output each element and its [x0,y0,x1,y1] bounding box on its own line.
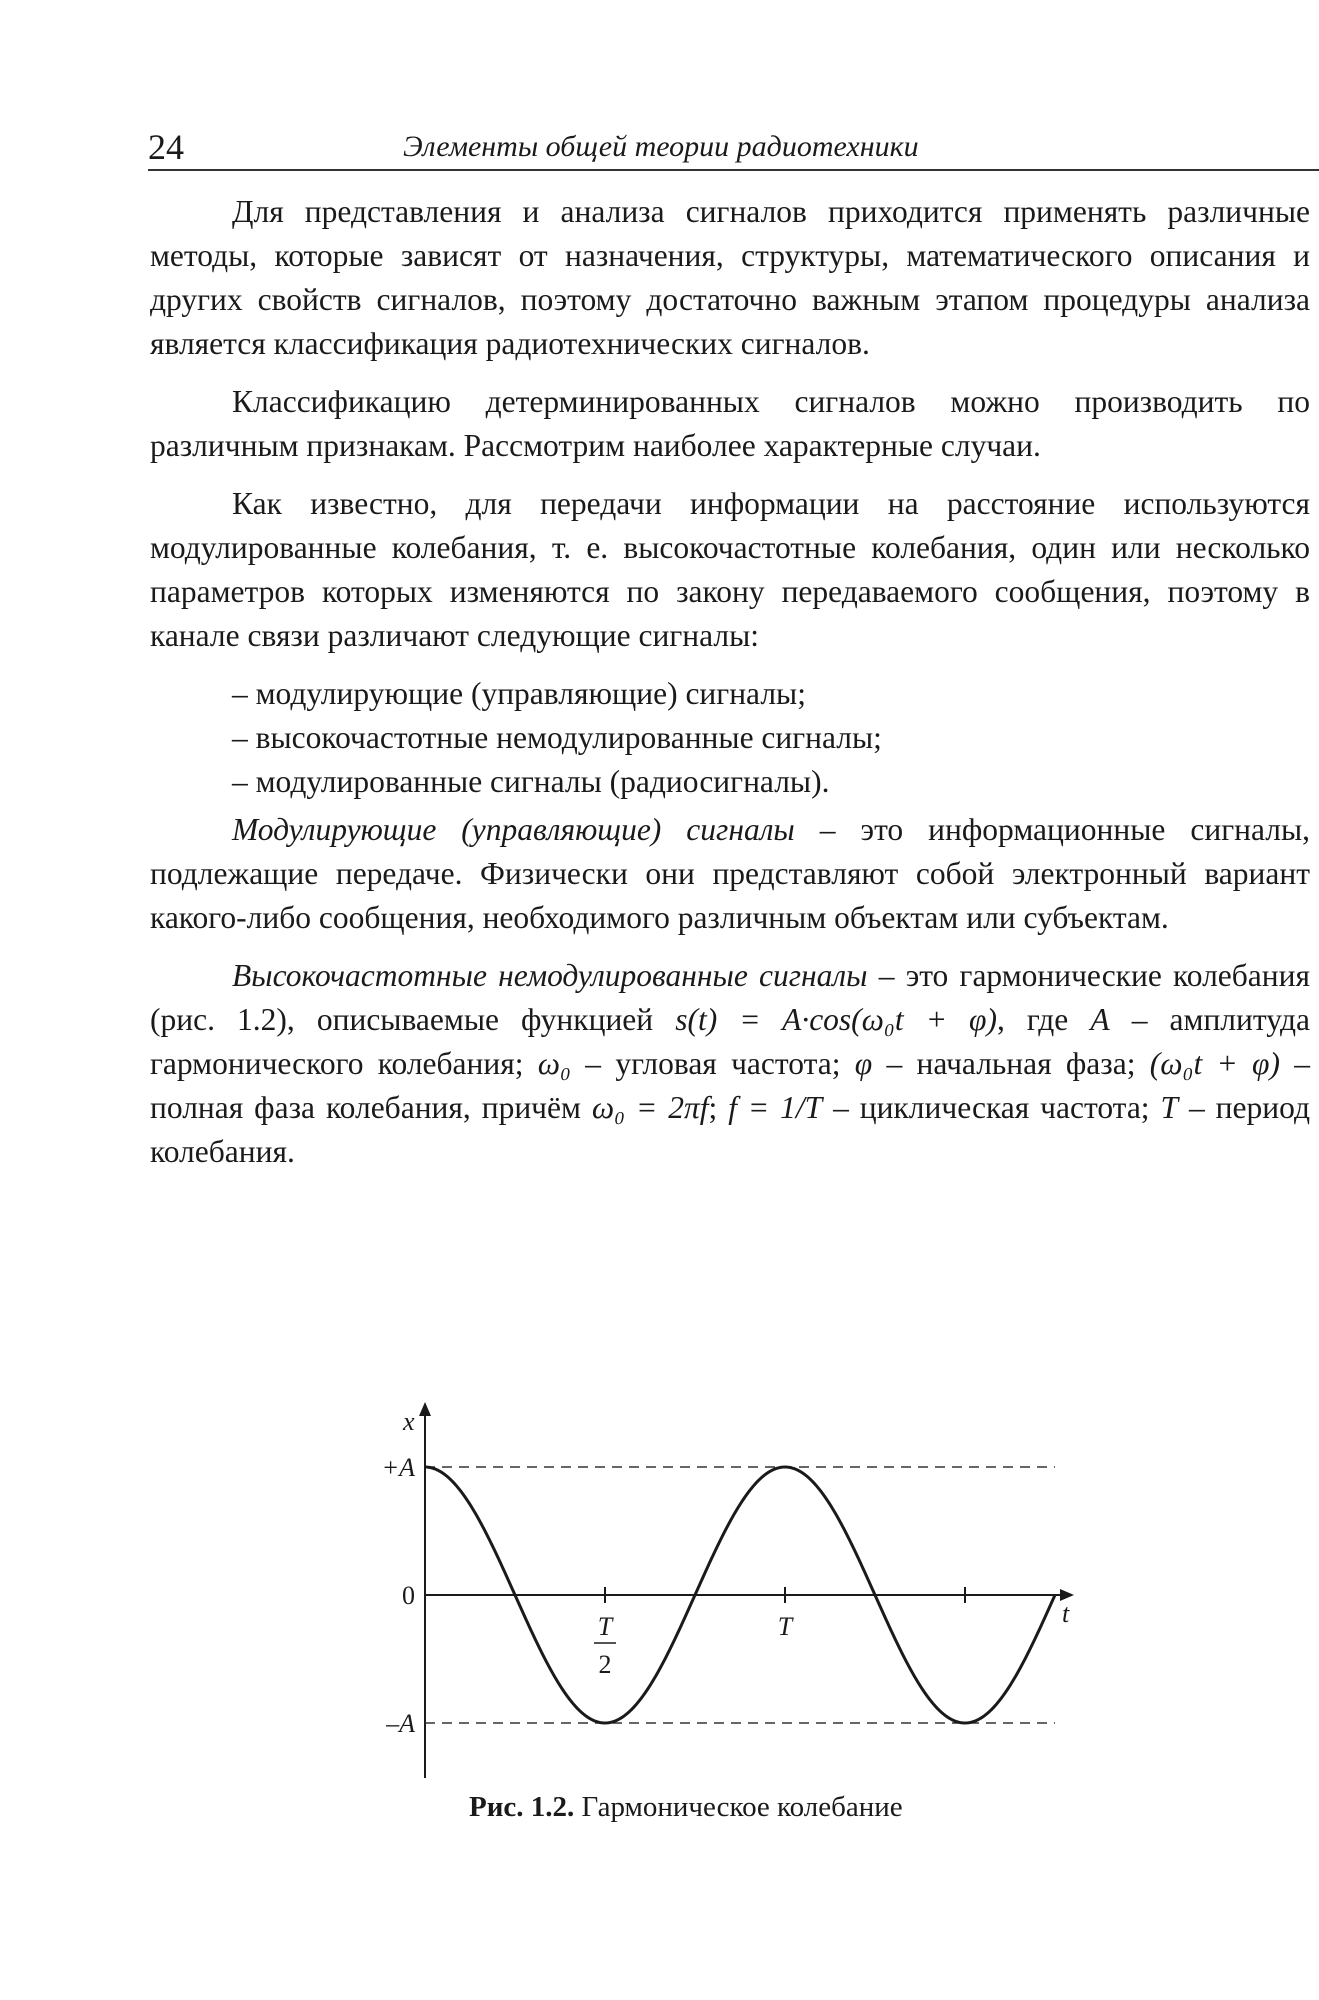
paragraph-2: Классификацию детерминированных сигналов можно производить по различным признакам. Рассмотрим наиболее характерные случаи. [150,384,1310,463]
y-tick-label: –A [386,1709,415,1738]
y-tick-label: +A [381,1453,415,1482]
page-header [148,126,1319,168]
x-tick-label: T [777,1612,793,1641]
formula-full-phase: (ω₀t + φ) [1149,1046,1280,1081]
paragraph-4-text: – это информационные сигналы, подлежащие передаче. Физически они представляют собой электронный вариант какого-либо сообщения, необходимого различным объектам или субъектам. [150,812,1310,935]
list-item: – модулирующие (управляющие) сигналы; [232,676,806,711]
harmonic-chart [340,1400,1080,1765]
symbol-period: T [1160,1090,1179,1125]
text-segment: – полная фаза колебания, причём [150,1046,1310,1125]
y-tick-label: 0 [402,1581,415,1610]
text-segment: – это гармонические колебания (рис. 1.2), описываемые функцией [150,958,1310,1037]
paragraph-5 [150,954,1310,1174]
x-tick-label-numerator: T [597,1612,613,1641]
page-number: 24 [148,127,184,167]
formula-frequency: f = 1/T [728,1090,823,1125]
signal-list [150,672,1310,804]
paragraph-1: Для представления и анализа сигналов приходится применять различные методы, которые зависят от назначения, структуры, математического описания и других свойств сигналов, поэтому достаточно важным этапом процедуры анализа является классификация радиотехнических сигналов. [150,194,1310,361]
y-axis-label: x [403,1407,415,1436]
term-hf-signals: Высокочастотные немодулированные сигналы [232,958,868,993]
paragraph-4 [150,808,1310,940]
figure-harmonic-oscillation [340,1400,1080,1765]
text-segment: ; [708,1090,729,1125]
text-segment: – циклическая частота; [822,1090,1161,1125]
body-text [150,190,1310,1188]
x-axis-label: t [1062,1599,1070,1628]
caption-label: Рис. 1.2. [469,1791,575,1823]
list-item: – модулированные сигналы (радиосигналы). [232,764,830,799]
figure-caption [469,1787,903,1827]
running-title: Элементы общей теории радиотехники [403,130,919,163]
symbol-amplitude: A [1090,1002,1110,1037]
list-item: – высокочастотные немодулированные сигналы; [232,720,882,755]
text-segment: – амплитуда гармонического колебания; [150,1002,1310,1081]
text-segment: – угловая частота; [571,1046,855,1081]
text-segment: , где [996,1002,1091,1037]
x-tick-label-denominator: 2 [598,1650,612,1679]
term-modulating-signals: Модулирующие (управляющие) сигналы [232,812,795,847]
header-rule [148,169,1319,171]
paragraph-3: Как известно, для передачи информации на расстояние используются модулированные колебания, т. е. высокочастотные колебания, один или несколько параметров которых изменяются по закону передаваемого сообщения, поэтому в канале связи различают следующие сигналы: [150,486,1310,653]
formula-omega: ω₀ = 2πf [591,1090,709,1125]
symbol-phase: φ [854,1046,873,1081]
formula-signal: s(t) = A·cos(ω₀t + φ) [675,1002,997,1037]
symbol-angular-frequency: ω₀ [537,1046,571,1081]
text-segment: – период колебания. [150,1090,1310,1169]
text-segment: – начальная фаза; [872,1046,1150,1081]
caption-text: Гармоническое колебание [574,1791,903,1823]
